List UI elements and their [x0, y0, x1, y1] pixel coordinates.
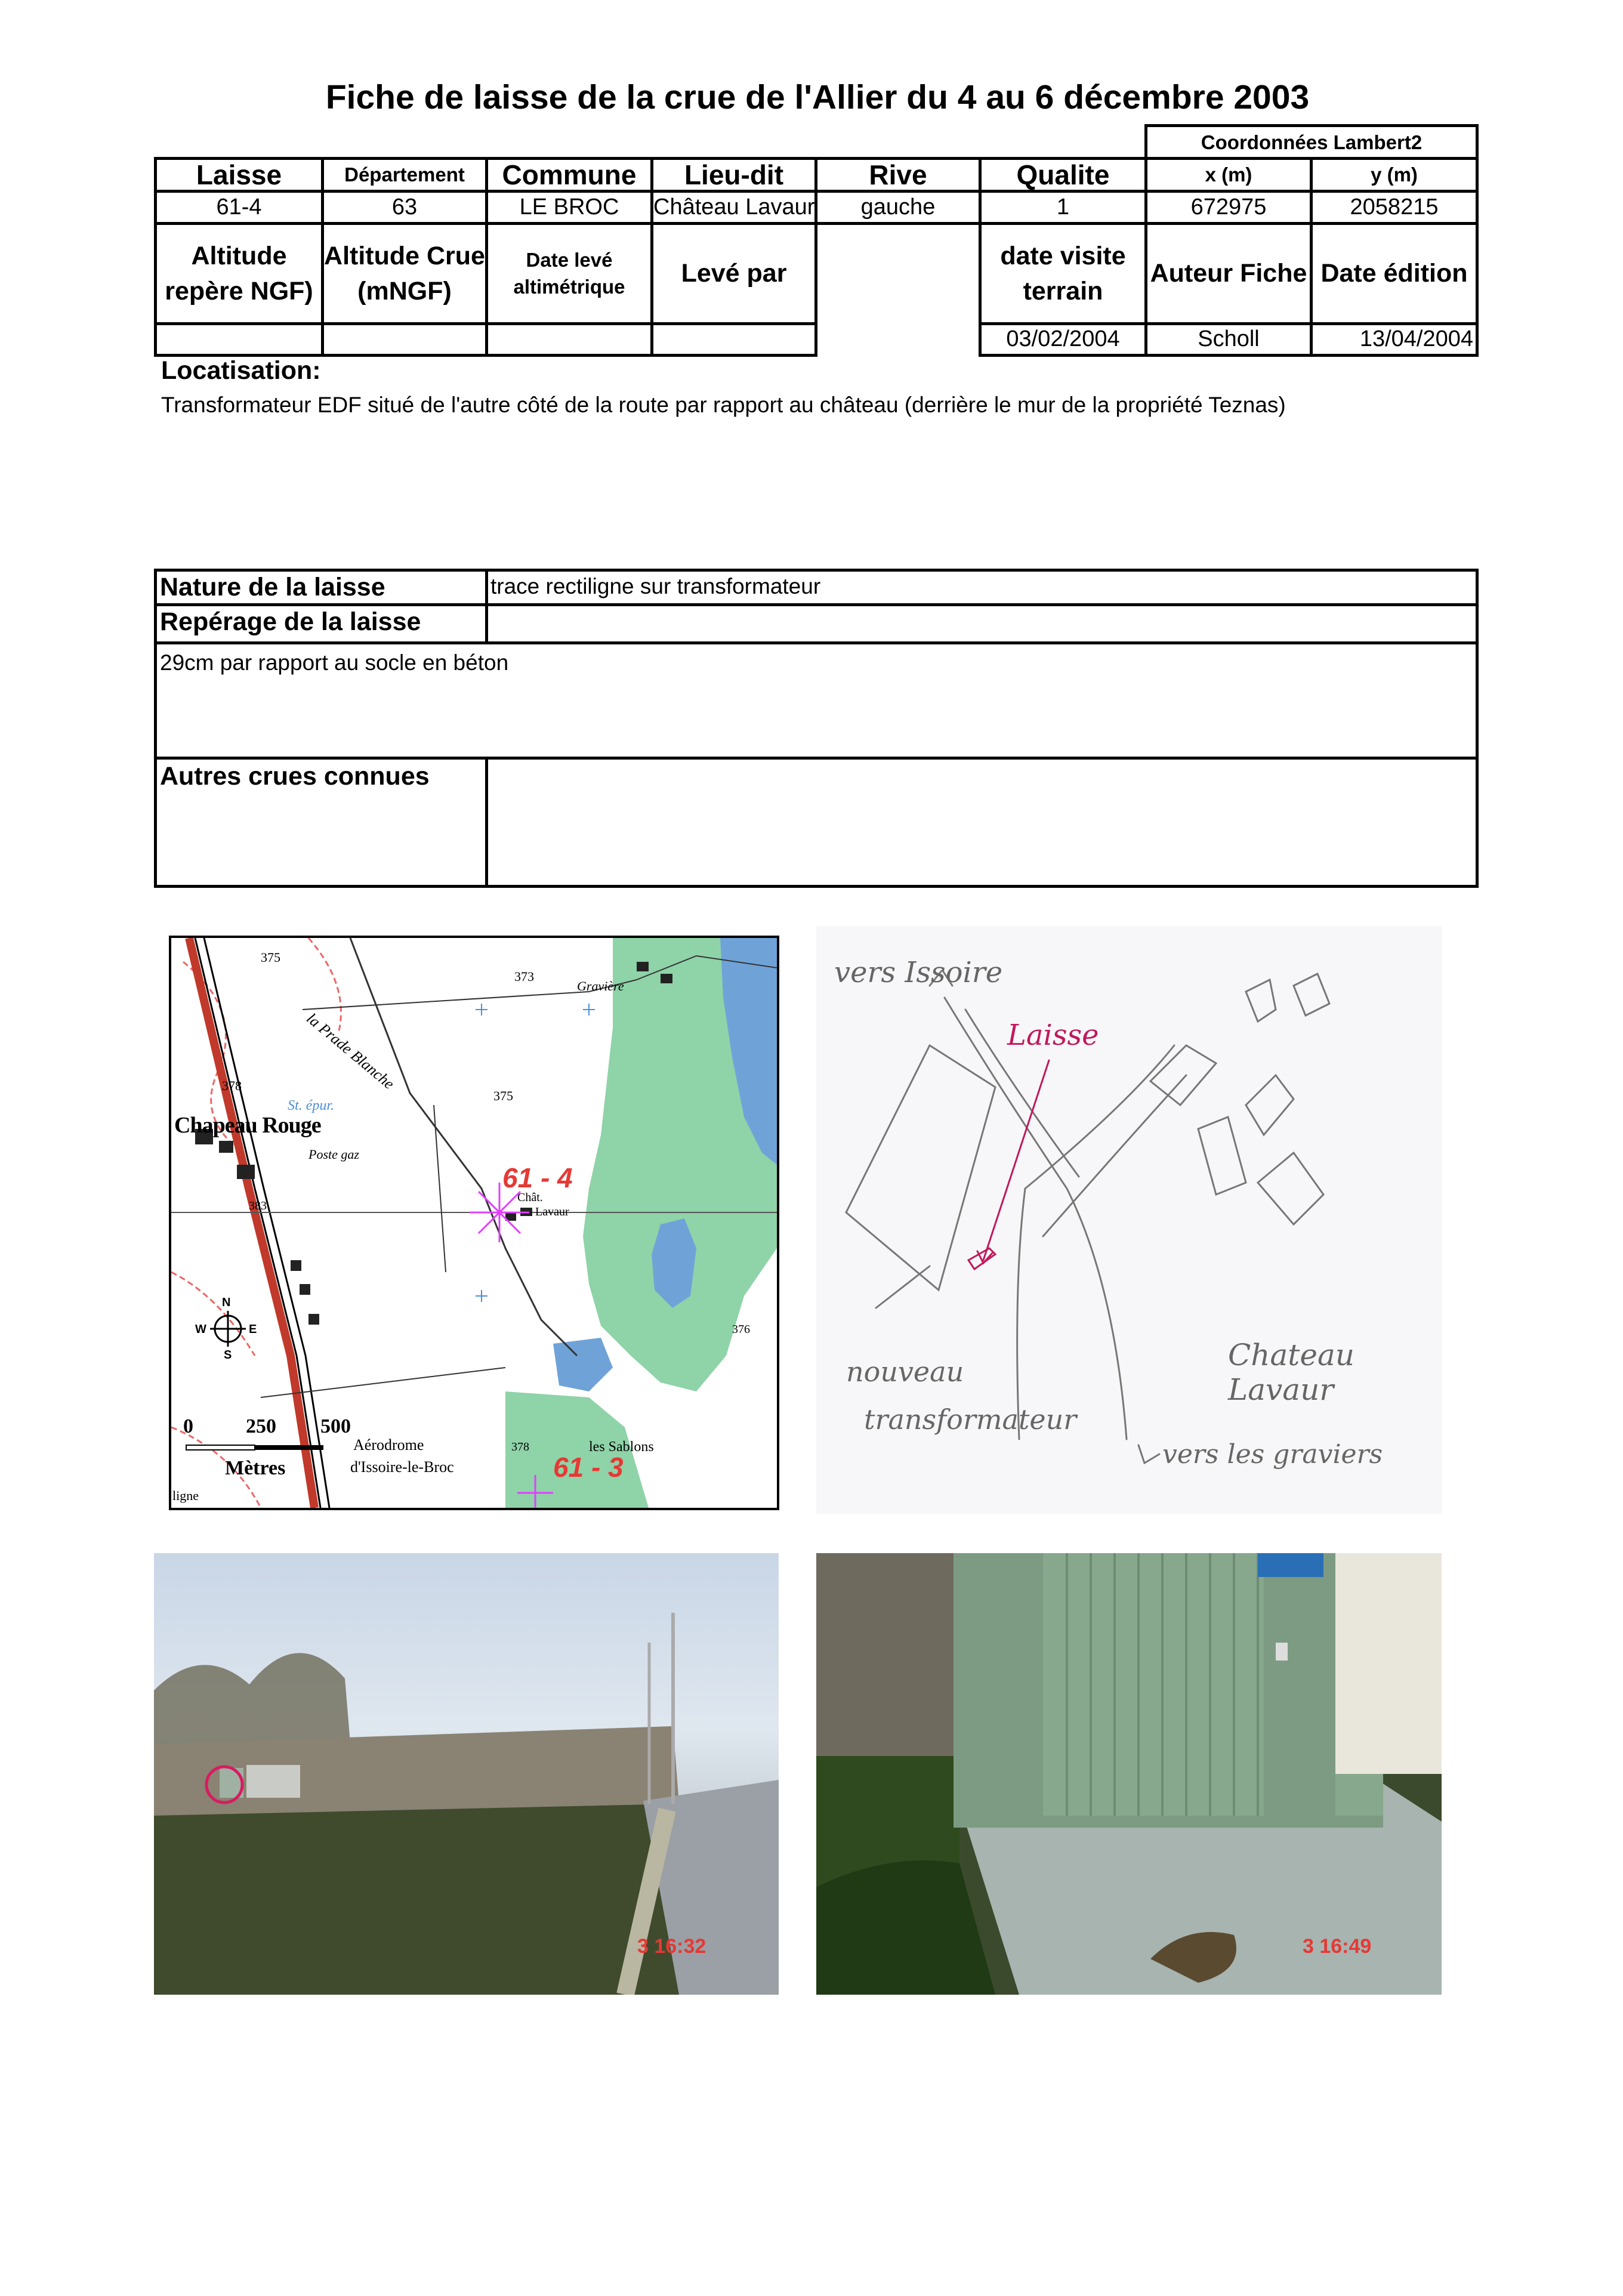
header-auteur-fiche: Auteur Fiche — [1150, 259, 1307, 288]
map-label: Aérodrome — [353, 1436, 424, 1453]
map-label: 378 — [222, 1078, 242, 1093]
value-x: 672975 — [1190, 194, 1267, 220]
header-altitude-repere-line2: repère NGF) — [165, 276, 313, 305]
map-label: 376 — [732, 1323, 750, 1336]
header-date-visite — [982, 225, 1144, 322]
scale-label-250: 250 — [246, 1415, 276, 1437]
value-rive: gauche — [860, 194, 936, 220]
photo-transformer — [816, 1553, 1442, 1995]
map-label: les Sablons — [589, 1439, 654, 1455]
location-map — [169, 936, 779, 1510]
scale-label-500: 500 — [320, 1415, 351, 1437]
nature-label: Nature de la laisse — [160, 573, 385, 601]
hand-sketch — [816, 926, 1442, 1514]
compass-s: S — [224, 1348, 232, 1362]
header-date-leve-line1: Date levé — [526, 248, 613, 271]
map-marker-61-3: 61 - 3 — [553, 1452, 624, 1483]
reperage-label: Repérage de la laisse — [160, 607, 421, 636]
header-altitude-repere-line1: Altitude — [191, 242, 287, 271]
header-date-leve — [488, 225, 650, 322]
value-departement: 63 — [391, 194, 418, 220]
value-date-visite: 03/02/2004 — [1006, 326, 1120, 352]
map-label: la Prade Blanche — [303, 1010, 398, 1093]
reperage-text: 29cm par rapport au socle en béton — [160, 650, 509, 675]
map-label: ligne — [172, 1488, 199, 1503]
sketch-label-transformateur: transformateur — [864, 1403, 1077, 1436]
photo-site-scene — [154, 1553, 779, 1995]
header-x: x (m) — [1205, 163, 1252, 186]
map-label: 378 — [511, 1440, 529, 1453]
autres-crues-label: Autres crues connues — [160, 762, 430, 791]
map-label: Chât. — [517, 1191, 543, 1204]
header-date-edition: Date édition — [1320, 259, 1468, 288]
map-label: 373 — [514, 969, 534, 984]
localisation-text: Transformateur EDF situé de l'autre côté de la route par rapport au château (derrière le mur de la propriété Teznas) — [161, 393, 1286, 417]
compass-n: N — [222, 1296, 231, 1309]
value-date-edition: 13/04/2004 — [1359, 326, 1473, 352]
header-altitude-crue-line1: Altitude Crue — [324, 242, 485, 271]
localisation-label: Locatisation: — [161, 356, 321, 385]
scale-unit: Mètres — [225, 1457, 286, 1479]
value-laisse: 61-4 — [216, 194, 262, 220]
value-qualite: 1 — [1056, 194, 1070, 220]
header-date-visite-line2: terrain — [1023, 276, 1103, 305]
header-altitude-crue — [324, 225, 485, 322]
header-commune: Commune — [502, 160, 637, 190]
photo-site-view — [154, 1553, 779, 1995]
map-label: 375 — [493, 1088, 513, 1103]
header-date-visite-line1: date visite — [1000, 242, 1126, 271]
map-label: 375 — [261, 950, 280, 965]
value-auteur: Scholl — [1198, 326, 1260, 352]
map-label: 383 — [249, 1199, 267, 1212]
sketch-label-vers-graviers: vers les graviers — [1162, 1439, 1383, 1470]
scale-label-0: 0 — [183, 1415, 193, 1437]
sketch-label-nouveau: nouveau — [846, 1356, 964, 1388]
header-rive: Rive — [869, 160, 927, 190]
map-marker-61-4: 61 - 4 — [502, 1162, 573, 1193]
header-lieu-dit: Lieu-dit — [684, 160, 784, 190]
header-leve-par: Levé par — [681, 259, 787, 288]
sketch-label-vers-issoire: vers Issoire — [834, 956, 1003, 989]
sketch-label-laisse: Laisse — [1007, 1019, 1099, 1052]
header-qualite: Qualite — [1016, 160, 1110, 190]
header-altitude-crue-line2: (mNGF) — [357, 276, 452, 305]
value-commune: LE BROC — [519, 194, 619, 220]
coords-header: Coordonnées Lambert2 — [1201, 131, 1423, 153]
header-laisse: Laisse — [196, 160, 282, 190]
map-label: St. épur. — [288, 1098, 334, 1113]
photo-transformer-scene — [816, 1553, 1442, 1995]
map-label: d'Issoire-le-Broc — [350, 1458, 454, 1476]
compass-w: W — [195, 1323, 206, 1336]
photo1-timestamp: 3 16:32 — [637, 1935, 706, 1958]
value-lieu-dit: Château Lavaur — [653, 194, 814, 220]
sketch-label-chateau: Chateau Lavaur — [1228, 1338, 1354, 1407]
page-title: Fiche de laisse de la crue de l'Allier du 4 au 6 décembre 2003 — [325, 78, 1310, 116]
photo2-timestamp: 3 16:49 — [1303, 1935, 1372, 1958]
nature-value: trace rectiligne sur transformateur — [490, 574, 821, 598]
map-label: Gravière — [577, 979, 624, 993]
value-y: 2058215 — [1350, 194, 1439, 220]
map-label: Lavaur — [535, 1205, 569, 1218]
map-label: Chapeau Rouge — [174, 1113, 321, 1138]
map-label: Poste gaz — [308, 1147, 359, 1162]
header-date-leve-line2: altimétrique — [513, 275, 625, 298]
header-departement: Département — [344, 163, 465, 186]
compass-e: E — [249, 1323, 257, 1336]
header-altitude-repere — [157, 225, 321, 322]
header-y: y (m) — [1371, 163, 1418, 186]
